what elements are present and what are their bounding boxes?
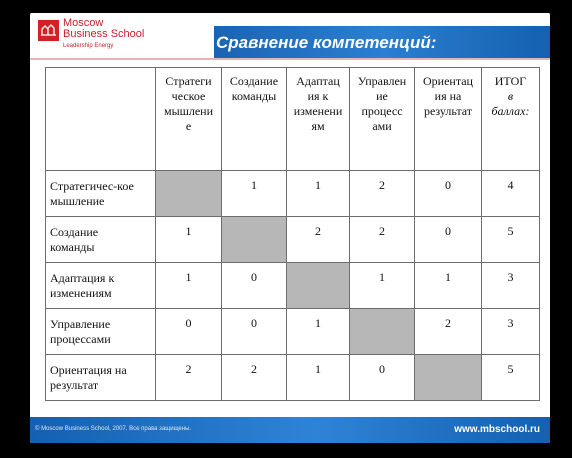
column-header-line: е: [185, 119, 192, 133]
column-header-line: Управлен: [357, 74, 407, 88]
score-cell: 0: [415, 217, 482, 263]
row-label-line: изменениям: [50, 285, 112, 300]
score-cell: 2: [350, 171, 415, 217]
column-header-line: ия к: [307, 89, 329, 103]
copyright-text: © Moscow Business School, 2007. Все права защищены.: [35, 426, 192, 432]
score-cell: 1: [287, 171, 350, 217]
column-header-line: ие: [376, 89, 388, 103]
column-header-line: процесс: [361, 104, 403, 118]
logo-text: [63, 18, 144, 40]
website-link[interactable]: www.mbschool.ru: [454, 424, 540, 435]
score-cell: 2: [350, 217, 415, 263]
column-header-line: Стратеги: [165, 74, 212, 88]
column-header-line: ям: [311, 119, 325, 133]
total-header-line3: баллах:: [491, 104, 530, 118]
score-cell: 1: [156, 217, 222, 263]
slide-header: [30, 13, 550, 55]
column-header: [350, 68, 415, 171]
table-header-row: [46, 68, 540, 171]
row-label-line: команды: [50, 239, 95, 254]
slide-footer: [30, 417, 550, 443]
row-label: [46, 171, 156, 217]
row-label-line: Создание: [50, 224, 99, 239]
column-header: [156, 68, 222, 171]
logo-line1: Moscow: [63, 17, 104, 29]
slide: [30, 13, 550, 443]
table-row: [46, 355, 540, 401]
row-label-line: Ориентация на: [50, 362, 127, 377]
column-header-line: ческое: [171, 89, 206, 103]
score-cell: 1: [156, 263, 222, 309]
diagonal-cell: [287, 263, 350, 309]
mbs-logo-icon: [38, 20, 59, 41]
score-cell: 2: [156, 355, 222, 401]
total-column-header: [482, 68, 540, 171]
table-row: [46, 309, 540, 355]
total-cell: 5: [482, 217, 540, 263]
score-cell: 1: [287, 309, 350, 355]
score-cell: 0: [415, 171, 482, 217]
corner-cell: [46, 68, 156, 171]
score-cell: 1: [222, 171, 287, 217]
table-row: [46, 171, 540, 217]
column-header-line: Ориентац: [423, 74, 473, 88]
column-header-line: мышлени: [163, 104, 214, 118]
score-cell: 1: [415, 263, 482, 309]
diagonal-cell: [350, 309, 415, 355]
score-cell: 1: [287, 355, 350, 401]
total-header-line1: ИТОГ: [494, 74, 527, 88]
score-cell: 0: [222, 309, 287, 355]
competency-table: [45, 67, 540, 401]
score-cell: 0: [350, 355, 415, 401]
score-cell: 0: [156, 309, 222, 355]
column-header: [222, 68, 287, 171]
row-label-line: процессами: [50, 331, 111, 346]
row-label: [46, 309, 156, 355]
column-header-line: Создание: [229, 74, 279, 88]
row-label-line: результат: [50, 377, 99, 392]
score-cell: 2: [415, 309, 482, 355]
diagonal-cell: [156, 171, 222, 217]
diagonal-cell: [222, 217, 287, 263]
row-label-line: мышление: [50, 193, 105, 208]
total-cell: 3: [482, 263, 540, 309]
row-label-line: Стратегичес-кое: [50, 178, 134, 193]
column-header: [415, 68, 482, 171]
score-cell: 0: [222, 263, 287, 309]
column-header-line: ами: [372, 119, 392, 133]
total-cell: 5: [482, 355, 540, 401]
score-cell: 1: [350, 263, 415, 309]
row-label-line: Адаптация к: [50, 270, 115, 285]
score-cell: 2: [222, 355, 287, 401]
column-header-line: Адаптац: [296, 74, 340, 88]
row-label: [46, 355, 156, 401]
score-cell: 2: [287, 217, 350, 263]
column-header-line: изменени: [293, 104, 343, 118]
slide-title: Сравнение компетенций:: [216, 33, 437, 52]
table-row: [46, 217, 540, 263]
logo-line2: Business School: [63, 28, 145, 40]
logo-tagline: Leadership Energy: [63, 43, 114, 49]
diagonal-cell: [415, 355, 482, 401]
row-label: [46, 217, 156, 263]
total-cell: 4: [482, 171, 540, 217]
column-header-line: результат: [423, 104, 473, 118]
row-label-line: Управление: [50, 316, 111, 331]
column-header-line: команды: [231, 89, 277, 103]
header-divider: [30, 58, 550, 60]
total-header-line2: в: [507, 89, 514, 103]
table-row: [46, 263, 540, 309]
total-cell: 3: [482, 309, 540, 355]
column-header: [287, 68, 350, 171]
row-label: [46, 263, 156, 309]
column-header-line: ия на: [434, 89, 462, 103]
